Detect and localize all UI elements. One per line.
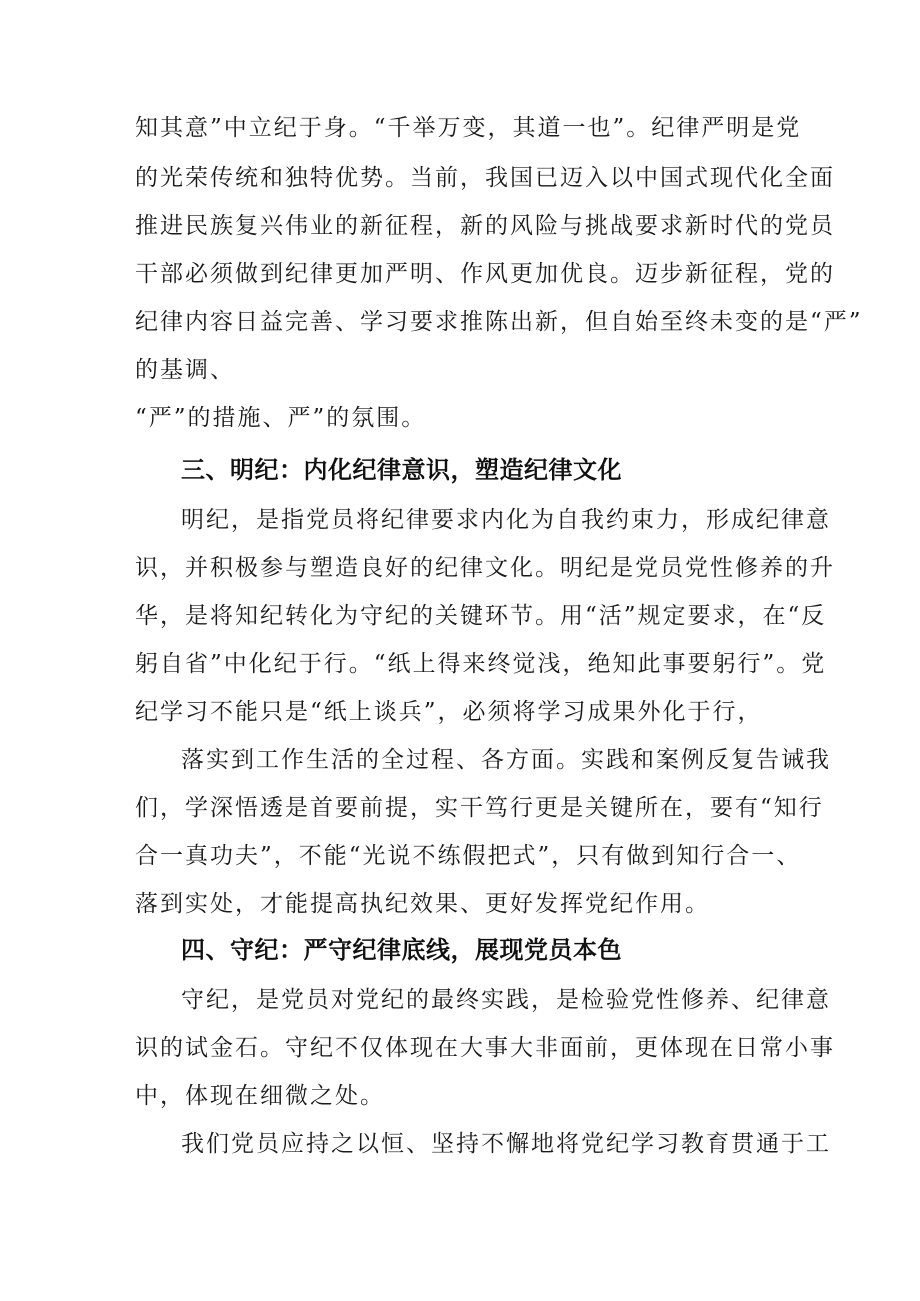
section-3-line-2: 识，并积极参与塑造良好的纪律文化。明纪是党员党性修养的升 <box>135 555 835 581</box>
section-3-line-4: 躬自省”中化纪于行。“纸上得来终觉浅，绝知此事要躬行”。党 <box>135 651 827 677</box>
paragraph-1-line-5: 纪律内容日益完善、学习要求推陈出新，但自始至终未变的是“严” <box>135 309 863 335</box>
paragraph-1-line-1: 知其意”中立纪于身。“千举万变，其道一也”。纪律严明是党 <box>135 115 802 141</box>
paragraph-4-line-1: 落实到工作生活的全过程、各方面。实践和案例反复告诫我 <box>181 747 831 773</box>
paragraph-1-line-3: 推进民族复兴伟业的新征程，新的风险与挑战要求新时代的党员 <box>135 213 835 239</box>
section-3-line-3: 华，是将知纪转化为守纪的关键环节。用“活”规定要求，在“反 <box>135 603 827 629</box>
paragraph-5-line-1: 我们党员应持之以恒、坚持不懈地将党纪学习教育贯通于工 <box>181 1131 831 1157</box>
paragraph-1-line-2: 的光荣传统和独特优势。当前，我国已迈入以中国式现代化全面 <box>135 165 835 191</box>
paragraph-4-line-2: 们，学深悟透是首要前提，实干笃行更是关键所在，要有“知行 <box>135 795 824 821</box>
section-3-heading: 三、明纪：内化纪律意识，塑造纪律文化 <box>181 456 622 484</box>
section-3-line-1: 明纪，是指党员将纪律要求内化为自我约束力，形成纪律意 <box>181 507 831 533</box>
paragraph-1-line-4: 干部必须做到纪律更加严明、作风更加优良。迈步新征程，党的 <box>135 261 835 287</box>
paragraph-4-line-4: 落到实处，才能提高执纪效果、更好发挥党纪作用。 <box>135 891 710 917</box>
paragraph-1-line-6: 的基调、 <box>135 357 235 383</box>
section-3-line-5: 纪学习不能只是“纸上谈兵”，必须将学习成果外化于行， <box>135 699 763 725</box>
section-4-line-1: 守纪，是党员对党纪的最终实践，是检验党性修养、纪律意 <box>181 987 831 1013</box>
section-4-line-2: 识的试金石。守纪不仅体现在大事大非面前，更体现在日常小事 <box>135 1035 835 1061</box>
section-4-line-3: 中，体现在细微之处。 <box>135 1083 385 1109</box>
paragraph-4-line-3: 合一真功夫”，不能“光说不练假把式”，只有做到知行合一、 <box>135 843 802 869</box>
section-4-heading: 四、守纪：严守纪律底线，展现党员本色 <box>181 936 622 964</box>
paragraph-2-line-1: “严”的措施、严”的氛围。 <box>135 405 427 431</box>
